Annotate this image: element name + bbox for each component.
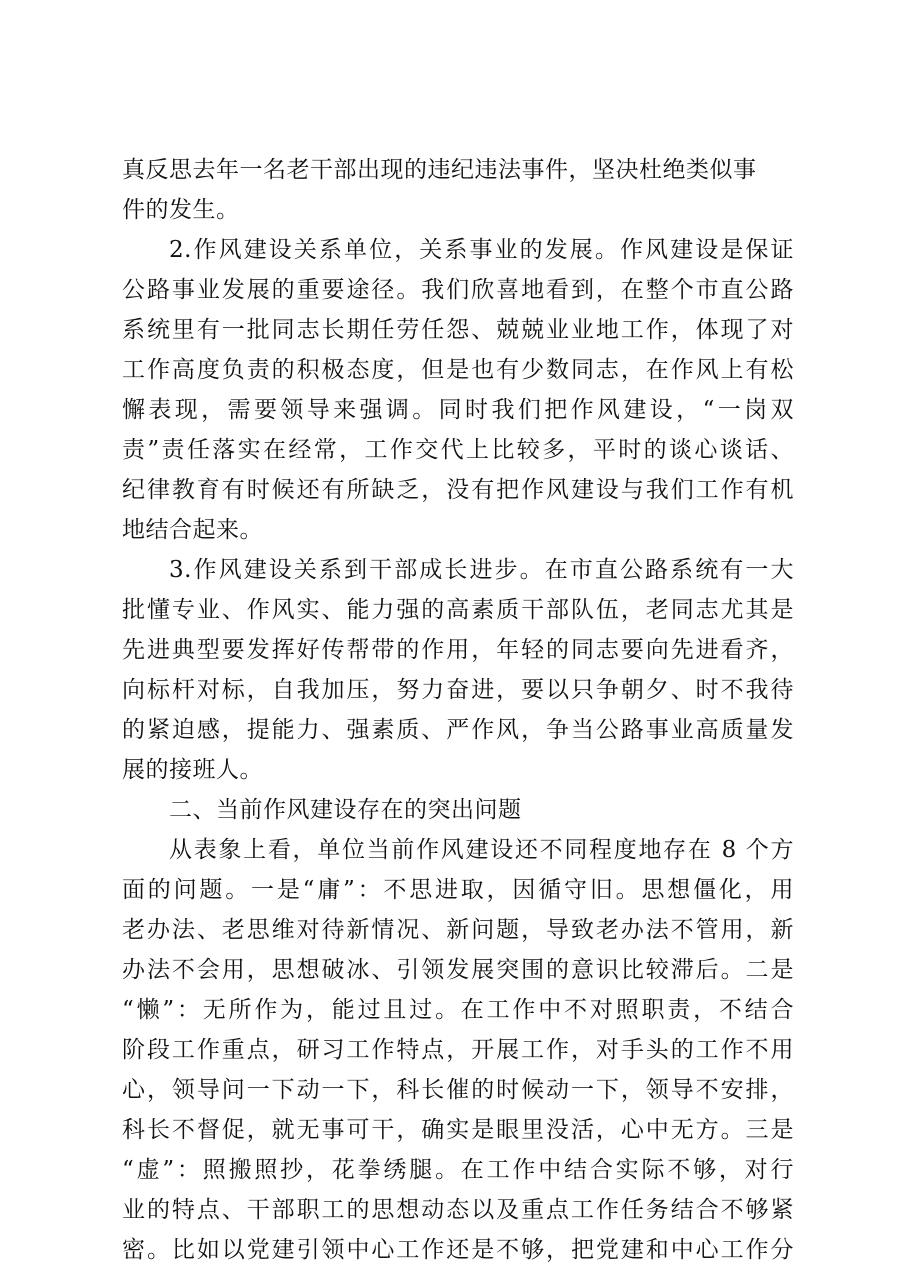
paragraph-line: 懈表现，需要领导来强调。同时我们把作风建设，“一岗双	[122, 397, 794, 423]
paragraph-line: 批懂专业、作风实、能力强的高素质干部队伍，老同志尤其是	[122, 597, 794, 623]
paragraph-line: 纪律教育有时候还有所缺乏，没有把作风建设与我们工作有机	[122, 477, 794, 503]
paragraph-line: 向标杆对标，自我加压，努力奋进，要以只争朝夕、时不我待	[122, 677, 794, 703]
paragraph-line: 公路事业发展的重要途径。我们欣喜地看到，在整个市直公路	[122, 277, 794, 303]
paragraph-line: 的紧迫感，提能力、强素质、严作风，争当公路事业高质量发	[122, 717, 794, 743]
paragraph-line: 面的问题。一是“庸”：不思进取，因循守旧。思想僵化，用	[122, 877, 794, 903]
paragraph-line: 3.作风建设关系到干部成长进步。在市直公路系统有一大	[169, 557, 794, 583]
section-heading: 二、当前作风建设存在的突出问题	[169, 797, 522, 823]
paragraph-line: 件的发生。	[122, 197, 240, 223]
paragraph-line: 2.作风建设关系单位，关系事业的发展。作风建设是保证	[169, 237, 794, 263]
paragraph-line: 老办法、老思维对待新情况、新问题，导致老办法不管用，新	[122, 917, 794, 943]
paragraph-line: 密。比如以党建引领中心工作还是不够，把党建和中心工作分	[122, 1237, 794, 1263]
paragraph-line: “懒”：无所作为，能过且过。在工作中不对照职责，不结合	[122, 997, 794, 1023]
paragraph-line: 地结合起来。	[122, 517, 263, 543]
paragraph-line: 阶段工作重点，研习工作特点，开展工作，对手头的工作不用	[122, 1037, 794, 1063]
paragraph-line: 心，领导问一下动一下，科长催的时候动一下，领导不安排，	[122, 1077, 794, 1103]
paragraph-line: 从表象上看，单位当前作风建设还不同程度地存在 8 个方	[169, 837, 794, 863]
paragraph-line: 业的特点、干部职工的思想动态以及重点工作任务结合不够紧	[122, 1197, 794, 1223]
paragraph-line: 展的接班人。	[122, 757, 263, 783]
paragraph-line: 办法不会用，思想破冰、引领发展突围的意识比较滞后。二是	[122, 957, 794, 983]
paragraph-line: 先进典型要发挥好传帮带的作用，年轻的同志要向先进看齐，	[122, 637, 794, 663]
paragraph-line: 系统里有一批同志长期任劳任怨、兢兢业业地工作，体现了对	[122, 317, 794, 343]
paragraph-line: 责”责任落实在经常，工作交代上比较多，平时的谈心谈话、	[122, 437, 794, 463]
paragraph-line: 工作高度负责的积极态度，但是也有少数同志，在作风上有松	[122, 357, 794, 383]
paragraph-line: “虚”：照搬照抄，花拳绣腿。在工作中结合实际不够，对行	[122, 1157, 794, 1183]
paragraph-line: 科长不督促，就无事可干，确实是眼里没活，心中无方。三是	[122, 1117, 794, 1143]
paragraph-line: 真反思去年一名老干部出现的违纪违法事件，坚决杜绝类似事	[122, 157, 757, 183]
